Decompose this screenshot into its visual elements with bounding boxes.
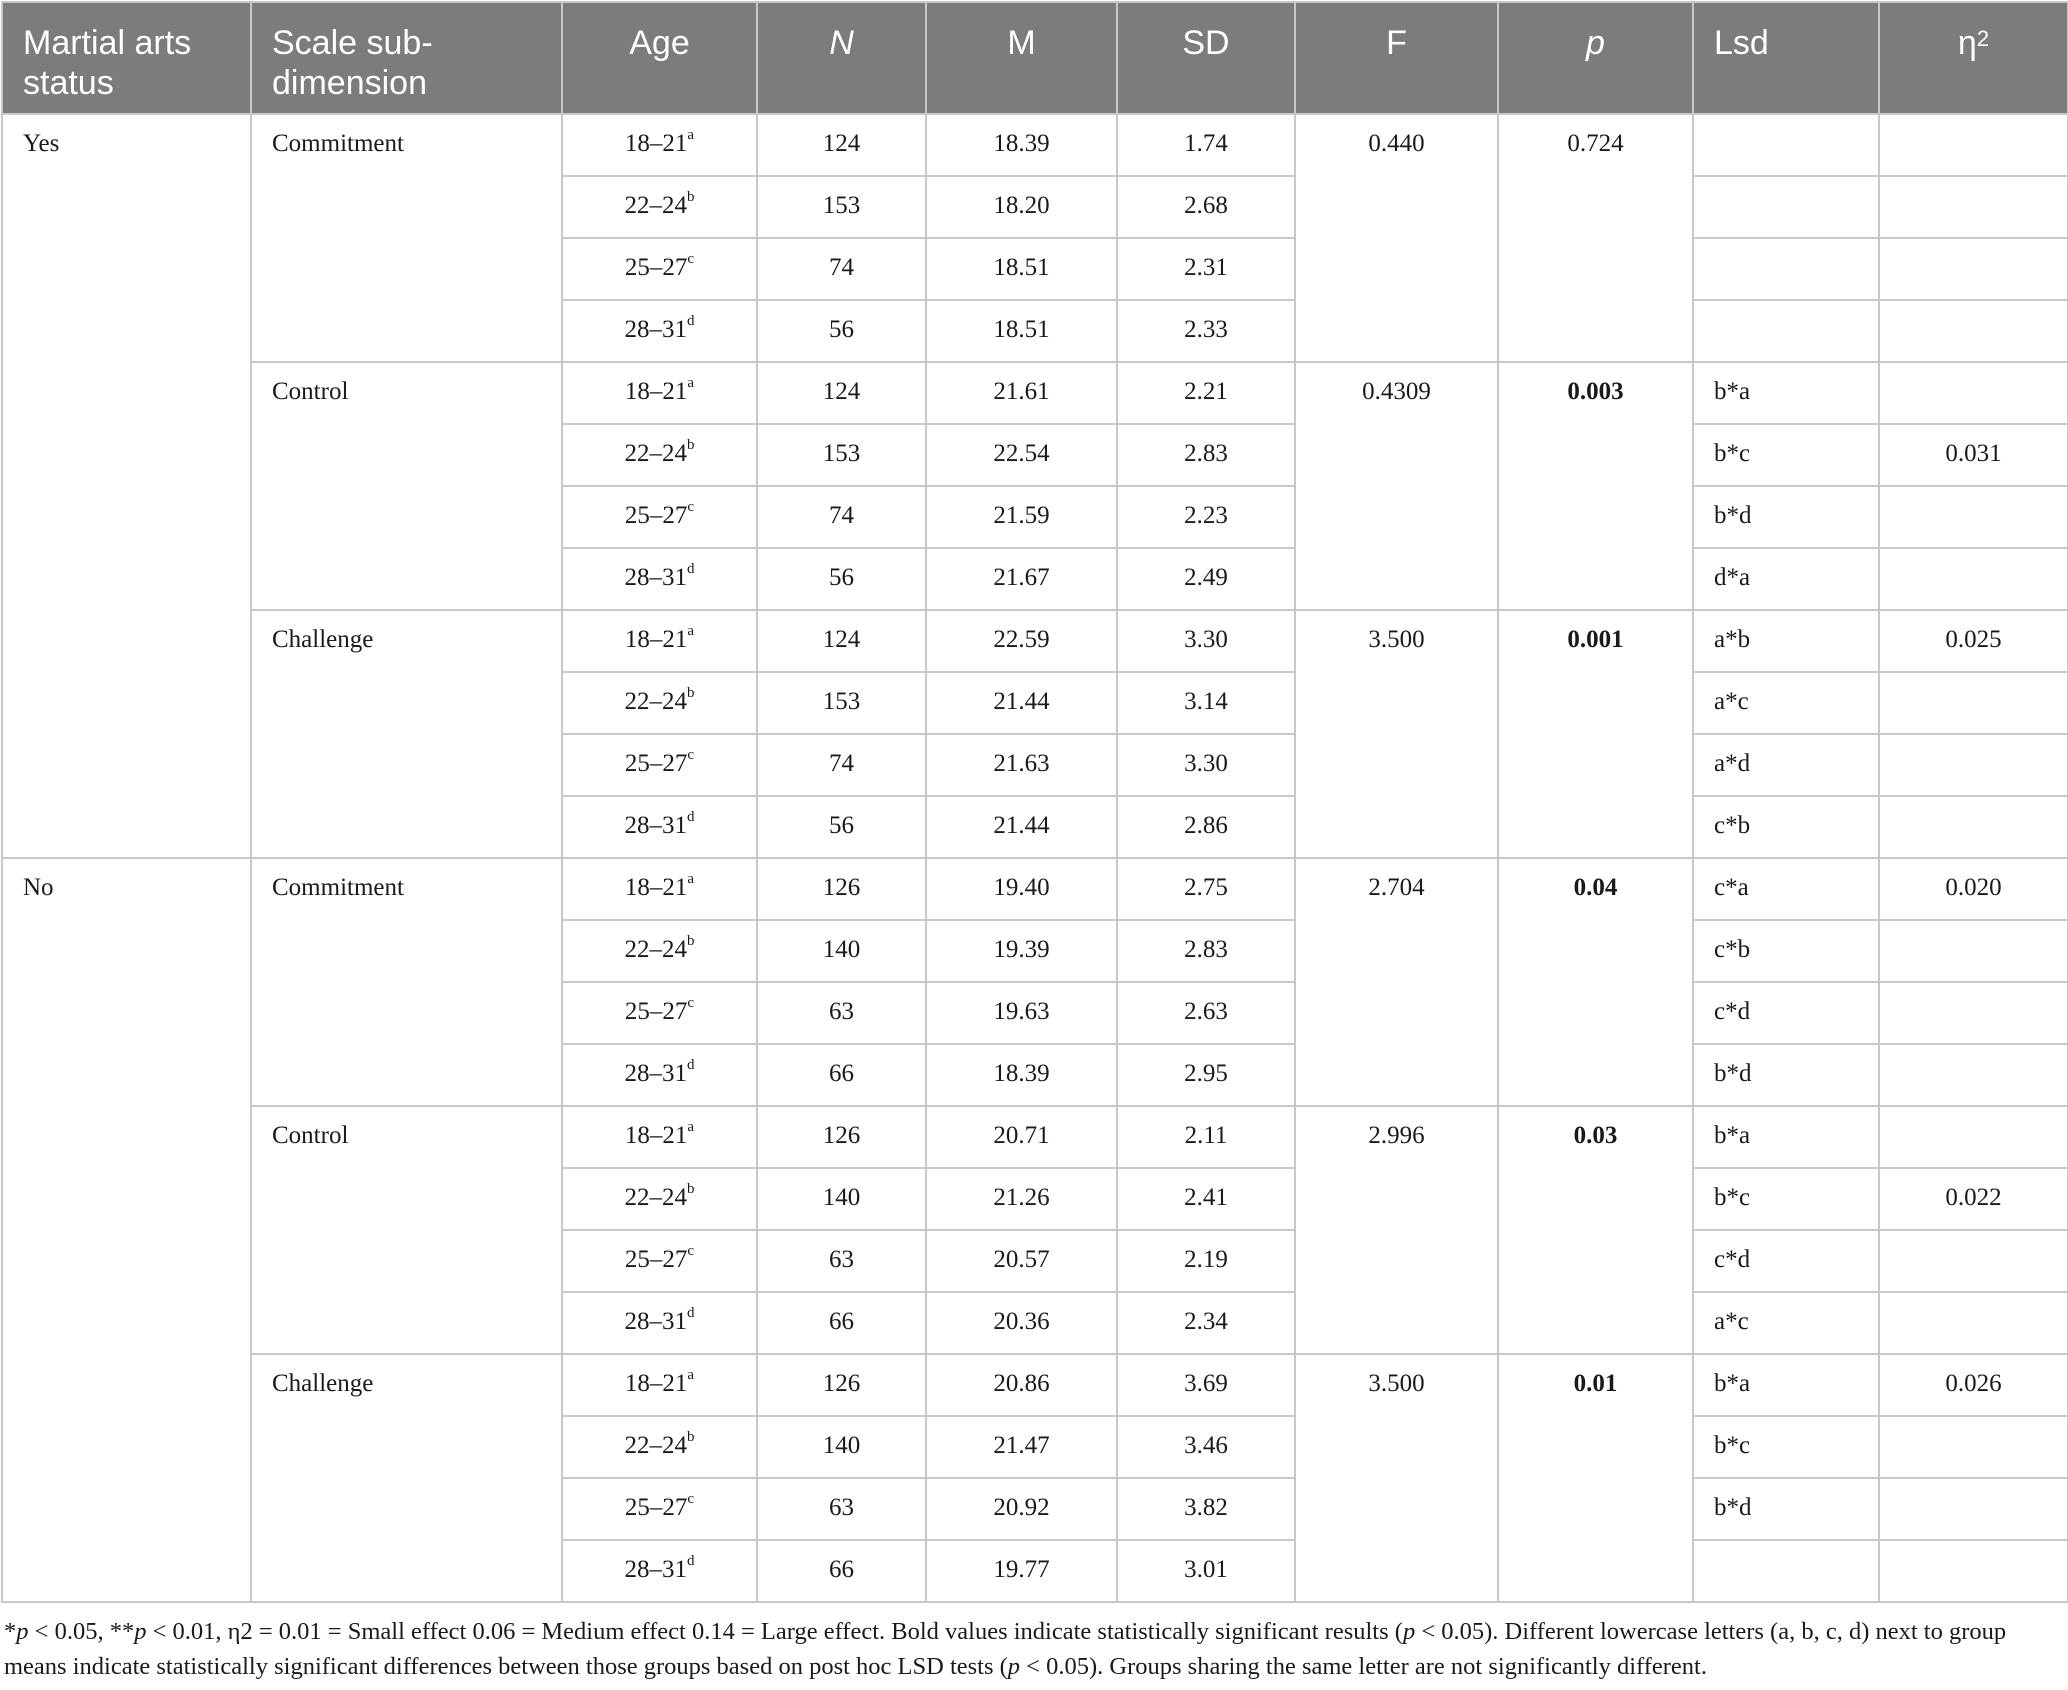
sd-cell: 1.74	[1117, 114, 1295, 176]
sd-cell: 3.30	[1117, 610, 1295, 672]
header-f: F	[1295, 2, 1498, 114]
lsd-cell: c*b	[1693, 920, 1879, 982]
age-cell	[562, 176, 757, 238]
n-cell: 74	[757, 486, 926, 548]
age-cell	[562, 1044, 757, 1106]
mean-cell: 20.86	[926, 1354, 1117, 1416]
p-cell: 0.003	[1498, 362, 1693, 610]
sd-cell: 2.34	[1117, 1292, 1295, 1354]
sd-cell: 2.49	[1117, 548, 1295, 610]
footnote-p-symbol: p	[1402, 1618, 1416, 1645]
sd-cell: 2.75	[1117, 858, 1295, 920]
age-cell	[562, 734, 757, 796]
age-group-letter: a	[687, 1119, 695, 1135]
age-cell	[562, 1230, 757, 1292]
age-cell	[562, 1168, 757, 1230]
mean-cell: 19.63	[926, 982, 1117, 1044]
age-group-letter: c	[687, 1491, 695, 1507]
age-cell	[562, 114, 757, 176]
age-cell	[562, 1540, 757, 1602]
age-range: 25–27	[624, 750, 688, 777]
n-cell: 66	[757, 1540, 926, 1602]
sd-cell: 2.21	[1117, 362, 1295, 424]
header-row	[2, 2, 2068, 114]
lsd-cell: b*a	[1693, 1106, 1879, 1168]
sd-cell: 2.23	[1117, 486, 1295, 548]
eta-cell	[1879, 920, 2068, 982]
eta-cell: 0.020	[1879, 858, 2068, 920]
lsd-cell: c*a	[1693, 858, 1879, 920]
age-range: 18–21	[624, 1122, 688, 1149]
eta-cell	[1879, 548, 2068, 610]
mean-cell: 21.59	[926, 486, 1117, 548]
subdimension-cell: Commitment	[251, 114, 562, 362]
lsd-cell: c*b	[1693, 796, 1879, 858]
table-row	[2, 362, 2068, 424]
sd-cell: 2.95	[1117, 1044, 1295, 1106]
sd-cell: 3.46	[1117, 1416, 1295, 1478]
lsd-cell	[1693, 176, 1879, 238]
eta-cell	[1879, 1044, 2068, 1106]
lsd-cell: d*a	[1693, 548, 1879, 610]
age-range: 28–31	[624, 1308, 687, 1335]
sd-cell: 2.68	[1117, 176, 1295, 238]
header-sd: SD	[1117, 2, 1295, 114]
n-cell: 66	[757, 1292, 926, 1354]
age-group-letter: a	[687, 375, 695, 391]
lsd-cell: a*c	[1693, 1292, 1879, 1354]
age-range: 25–27	[624, 502, 688, 529]
age-group-letter: d	[687, 561, 695, 577]
eta-cell	[1879, 362, 2068, 424]
header-status: Martial arts status	[2, 2, 251, 114]
age-cell	[562, 920, 757, 982]
lsd-cell: b*c	[1693, 424, 1879, 486]
age-range: 28–31	[624, 564, 687, 591]
age-range: 18–21	[624, 378, 688, 405]
eta-cell	[1879, 672, 2068, 734]
age-range: 22–24	[624, 936, 687, 963]
sd-cell: 3.30	[1117, 734, 1295, 796]
mean-cell: 21.63	[926, 734, 1117, 796]
n-cell: 153	[757, 424, 926, 486]
age-cell	[562, 486, 757, 548]
header-eta-exponent: 2	[1976, 26, 1990, 51]
mean-cell: 21.67	[926, 548, 1117, 610]
header-age: Age	[562, 2, 757, 114]
table-row	[2, 1106, 2068, 1168]
p-cell: 0.04	[1498, 858, 1693, 1106]
age-group-letter: a	[687, 127, 695, 143]
p-cell: 0.03	[1498, 1106, 1693, 1354]
n-cell: 153	[757, 176, 926, 238]
age-cell	[562, 1106, 757, 1168]
sd-cell: 2.33	[1117, 300, 1295, 362]
footnote-p-symbol: p	[1007, 1653, 1021, 1680]
lsd-cell: b*d	[1693, 486, 1879, 548]
eta-cell	[1879, 486, 2068, 548]
n-cell: 74	[757, 734, 926, 796]
f-cell: 2.996	[1295, 1106, 1498, 1354]
n-cell: 66	[757, 1044, 926, 1106]
eta-cell: 0.022	[1879, 1168, 2068, 1230]
age-cell	[562, 982, 757, 1044]
sd-cell: 3.14	[1117, 672, 1295, 734]
header-eta	[1879, 2, 2068, 114]
mean-cell: 20.71	[926, 1106, 1117, 1168]
age-range: 28–31	[624, 812, 687, 839]
subdimension-cell: Challenge	[251, 1354, 562, 1602]
subdimension-cell: Commitment	[251, 858, 562, 1106]
eta-cell	[1879, 1416, 2068, 1478]
age-group-letter: b	[687, 933, 695, 949]
age-group-letter: c	[687, 995, 695, 1011]
mean-cell: 22.54	[926, 424, 1117, 486]
n-cell: 124	[757, 362, 926, 424]
eta-cell	[1879, 300, 2068, 362]
f-cell: 3.500	[1295, 610, 1498, 858]
lsd-cell: b*a	[1693, 362, 1879, 424]
subdimension-cell: Control	[251, 362, 562, 610]
lsd-cell	[1693, 238, 1879, 300]
lsd-cell	[1693, 1540, 1879, 1602]
mean-cell: 19.40	[926, 858, 1117, 920]
n-cell: 140	[757, 1416, 926, 1478]
n-cell: 63	[757, 1478, 926, 1540]
mean-cell: 21.44	[926, 672, 1117, 734]
eta-cell	[1879, 796, 2068, 858]
lsd-cell: a*b	[1693, 610, 1879, 672]
age-range: 25–27	[624, 254, 688, 281]
age-range: 28–31	[624, 1060, 687, 1087]
header-eta-symbol: η	[1957, 24, 1977, 62]
age-range: 22–24	[624, 688, 687, 715]
age-group-letter: d	[687, 313, 695, 329]
age-cell	[562, 672, 757, 734]
age-cell	[562, 610, 757, 672]
footnote-p-symbol: p	[134, 1618, 147, 1645]
footnote-text: < 0.05). Different lowercase letters (a, b, c, d) next to group means indicate statistically significant differences between those groups based on post hoc LSD tests (	[4, 1618, 2007, 1680]
p-cell: 0.01	[1498, 1354, 1693, 1602]
f-cell: 0.440	[1295, 114, 1498, 362]
mean-cell: 21.47	[926, 1416, 1117, 1478]
age-group-letter: c	[687, 251, 695, 267]
mean-cell: 21.61	[926, 362, 1117, 424]
mean-cell: 19.39	[926, 920, 1117, 982]
age-range: 25–27	[624, 998, 688, 1025]
sd-cell: 2.63	[1117, 982, 1295, 1044]
age-range: 22–24	[624, 1184, 687, 1211]
age-group-letter: d	[687, 809, 695, 825]
header-lsd: Lsd	[1693, 2, 1879, 114]
n-cell: 124	[757, 610, 926, 672]
n-cell: 56	[757, 548, 926, 610]
age-range: 28–31	[624, 1556, 687, 1583]
mean-cell: 18.51	[926, 238, 1117, 300]
table-row	[2, 610, 2068, 672]
age-cell	[562, 796, 757, 858]
age-cell	[562, 1478, 757, 1540]
n-cell: 63	[757, 1230, 926, 1292]
age-group-letter: b	[687, 1429, 695, 1445]
sd-cell: 2.19	[1117, 1230, 1295, 1292]
n-cell: 126	[757, 858, 926, 920]
eta-cell	[1879, 1478, 2068, 1540]
age-cell	[562, 424, 757, 486]
age-cell	[562, 858, 757, 920]
age-group-letter: b	[687, 189, 695, 205]
n-cell: 56	[757, 796, 926, 858]
f-cell: 2.704	[1295, 858, 1498, 1106]
age-range: 22–24	[624, 1432, 687, 1459]
lsd-cell	[1693, 114, 1879, 176]
age-group-letter: d	[687, 1305, 695, 1321]
age-group-letter: b	[687, 437, 695, 453]
age-cell	[562, 238, 757, 300]
n-cell: 140	[757, 1168, 926, 1230]
age-cell	[562, 300, 757, 362]
footnote-text: *	[4, 1618, 17, 1645]
sd-cell: 2.41	[1117, 1168, 1295, 1230]
footnote-text: < 0.05). Groups sharing the same letter are not significantly different.	[1020, 1653, 1707, 1680]
lsd-cell: a*d	[1693, 734, 1879, 796]
eta-cell	[1879, 734, 2068, 796]
status-cell: Yes	[2, 114, 251, 858]
header-subdimension: Scale sub-dimension	[251, 2, 562, 114]
mean-cell: 18.20	[926, 176, 1117, 238]
mean-cell: 21.26	[926, 1168, 1117, 1230]
eta-cell	[1879, 982, 2068, 1044]
lsd-cell: c*d	[1693, 1230, 1879, 1292]
n-cell: 63	[757, 982, 926, 1044]
age-group-letter: a	[687, 623, 695, 639]
age-cell	[562, 1416, 757, 1478]
mean-cell: 18.51	[926, 300, 1117, 362]
n-cell: 126	[757, 1106, 926, 1168]
f-cell: 3.500	[1295, 1354, 1498, 1602]
subdimension-cell: Control	[251, 1106, 562, 1354]
sd-cell: 3.01	[1117, 1540, 1295, 1602]
status-cell: No	[2, 858, 251, 1602]
table-row	[2, 858, 2068, 920]
age-group-letter: c	[687, 1243, 695, 1259]
lsd-cell	[1693, 300, 1879, 362]
age-cell	[562, 548, 757, 610]
age-range: 18–21	[624, 130, 688, 157]
eta-cell	[1879, 1230, 2068, 1292]
age-range: 22–24	[624, 192, 687, 219]
eta-cell	[1879, 176, 2068, 238]
mean-cell: 20.57	[926, 1230, 1117, 1292]
table-body	[2, 114, 2068, 1602]
lsd-cell: b*d	[1693, 1044, 1879, 1106]
lsd-cell: b*c	[1693, 1416, 1879, 1478]
sd-cell: 3.69	[1117, 1354, 1295, 1416]
age-group-letter: b	[687, 685, 695, 701]
f-cell: 0.4309	[1295, 362, 1498, 610]
lsd-cell: b*d	[1693, 1478, 1879, 1540]
n-cell: 124	[757, 114, 926, 176]
header-m: M	[926, 2, 1117, 114]
sd-cell: 2.83	[1117, 920, 1295, 982]
mean-cell: 21.44	[926, 796, 1117, 858]
age-cell	[562, 1292, 757, 1354]
age-group-letter: a	[687, 1367, 695, 1383]
subdimension-cell: Challenge	[251, 610, 562, 858]
mean-cell: 19.77	[926, 1540, 1117, 1602]
mean-cell: 20.92	[926, 1478, 1117, 1540]
eta-cell	[1879, 114, 2068, 176]
mean-cell: 20.36	[926, 1292, 1117, 1354]
eta-cell: 0.025	[1879, 610, 2068, 672]
eta-cell	[1879, 1106, 2068, 1168]
age-range: 18–21	[624, 1370, 688, 1397]
mean-cell: 22.59	[926, 610, 1117, 672]
age-cell	[562, 1354, 757, 1416]
age-group-letter: d	[687, 1057, 695, 1073]
results-table	[1, 1, 2068, 1603]
table-row	[2, 114, 2068, 176]
n-cell: 56	[757, 300, 926, 362]
eta-cell: 0.031	[1879, 424, 2068, 486]
p-cell: 0.001	[1498, 610, 1693, 858]
age-range: 25–27	[624, 1494, 688, 1521]
table-footnote	[4, 1614, 2064, 1684]
sd-cell: 2.86	[1117, 796, 1295, 858]
age-range: 25–27	[624, 1246, 688, 1273]
footnote-text: < 0.01, η2 = 0.01 = Small effect 0.06 = Medium effect 0.14 = Large effect. Bold values indicate statistically significant results (	[146, 1618, 1403, 1645]
sd-cell: 2.11	[1117, 1106, 1295, 1168]
sd-cell: 3.82	[1117, 1478, 1295, 1540]
lsd-cell: b*c	[1693, 1168, 1879, 1230]
age-group-letter: c	[687, 747, 695, 763]
age-range: 28–31	[624, 316, 687, 343]
p-cell: 0.724	[1498, 114, 1693, 362]
age-group-letter: a	[687, 871, 695, 887]
age-group-letter: d	[687, 1553, 695, 1569]
footnote-text: < 0.05, **	[28, 1618, 135, 1645]
eta-cell: 0.026	[1879, 1354, 2068, 1416]
header-p: p	[1498, 2, 1693, 114]
mean-cell: 18.39	[926, 1044, 1117, 1106]
lsd-cell: b*a	[1693, 1354, 1879, 1416]
age-range: 18–21	[624, 874, 688, 901]
n-cell: 74	[757, 238, 926, 300]
n-cell: 153	[757, 672, 926, 734]
age-group-letter: c	[687, 499, 695, 515]
age-range: 18–21	[624, 626, 688, 653]
age-group-letter: b	[687, 1181, 695, 1197]
mean-cell: 18.39	[926, 114, 1117, 176]
sd-cell: 2.83	[1117, 424, 1295, 486]
table-row	[2, 1354, 2068, 1416]
eta-cell	[1879, 238, 2068, 300]
eta-cell	[1879, 1540, 2068, 1602]
eta-cell	[1879, 1292, 2068, 1354]
age-cell	[562, 362, 757, 424]
n-cell: 126	[757, 1354, 926, 1416]
header-n: N	[757, 2, 926, 114]
age-range: 22–24	[624, 440, 687, 467]
sd-cell: 2.31	[1117, 238, 1295, 300]
lsd-cell: a*c	[1693, 672, 1879, 734]
footnote-p-symbol: p	[16, 1618, 29, 1645]
lsd-cell: c*d	[1693, 982, 1879, 1044]
n-cell: 140	[757, 920, 926, 982]
